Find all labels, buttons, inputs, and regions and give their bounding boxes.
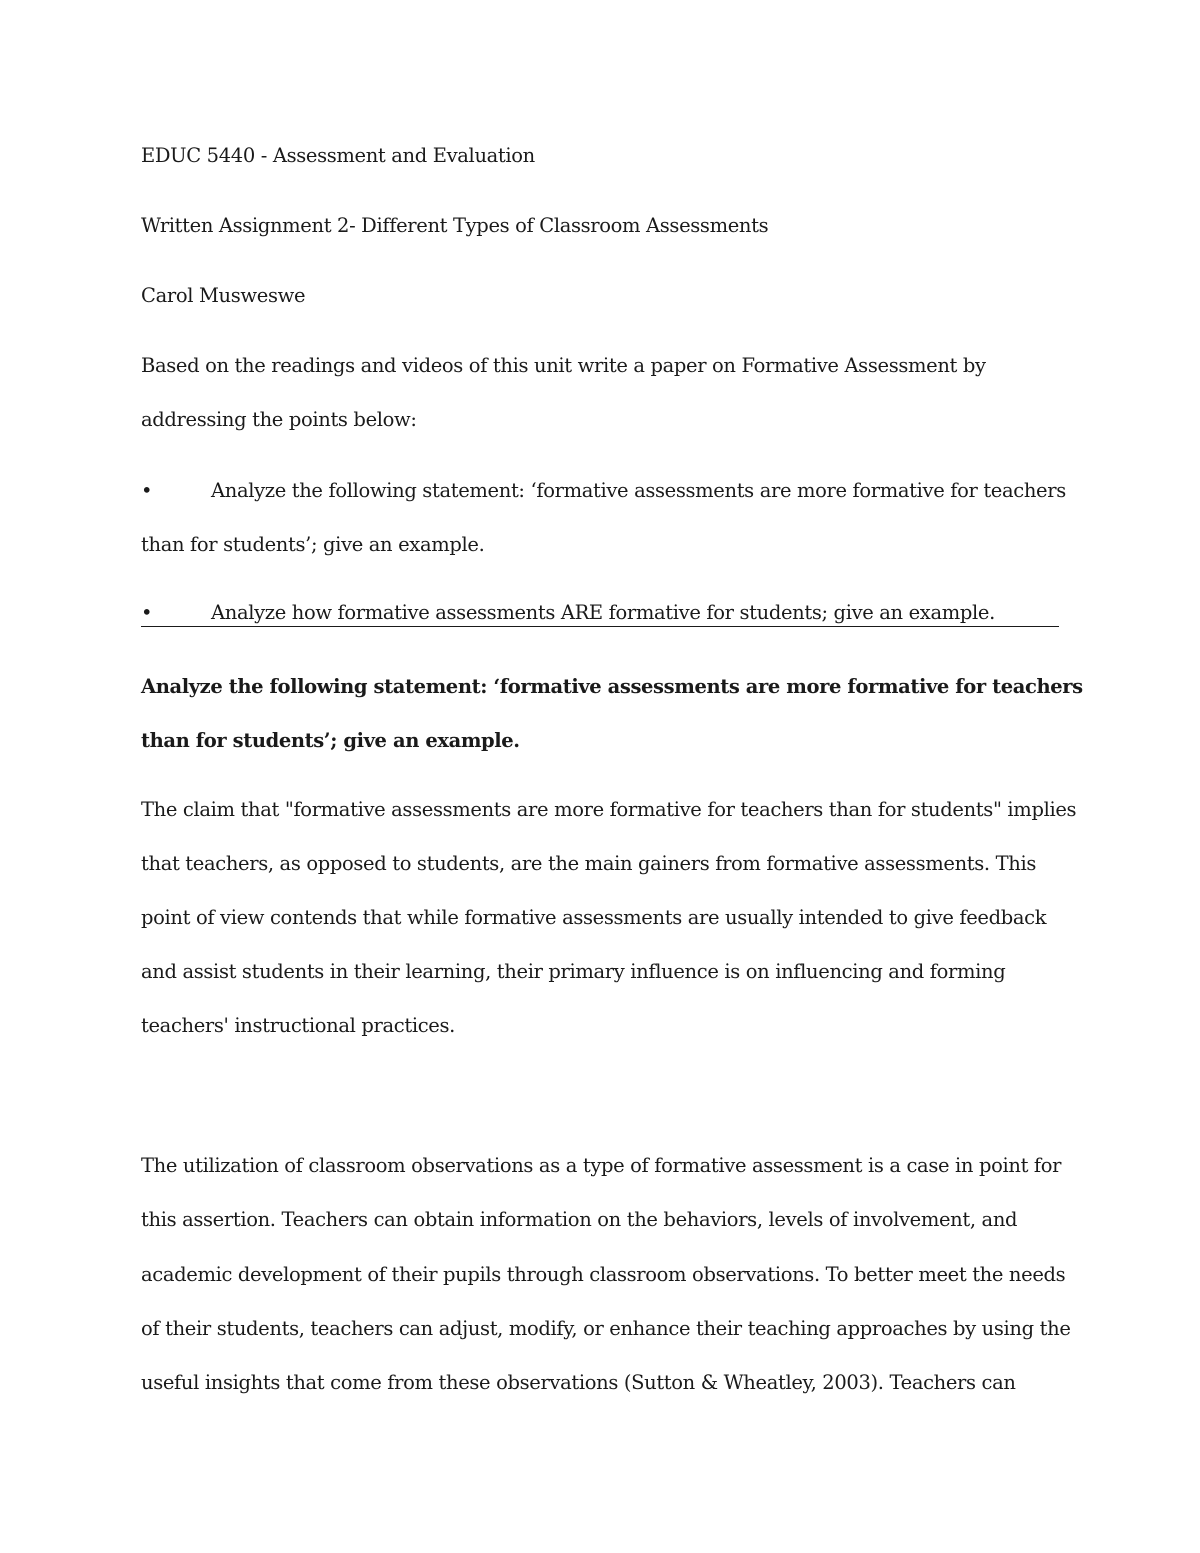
- paragraph-line: academic development of their pupils through classroom observations. To better meet the needs: [141, 1263, 1066, 1286]
- paragraph-line: The utilization of classroom observations as a type of formative assessment is a case in point for: [141, 1154, 1062, 1177]
- bullet-text: Analyze how formative assessments ARE formative for students; give an example.: [211, 601, 995, 624]
- prompt-line: Based on the readings and videos of this unit write a paper on Formative Assessment by: [141, 354, 986, 377]
- paragraph-line: useful insights that come from these observations (Sutton & Wheatley, 2003). Teachers can: [141, 1371, 1016, 1394]
- section-heading: than for students’; give an example.: [141, 729, 520, 752]
- assignment-title: Written Assignment 2- Different Types of Classroom Assessments: [141, 214, 769, 237]
- author-name: Carol Musweswe: [141, 284, 306, 307]
- bullet-text: Analyze the following statement: ‘formative assessments are more formative for teachers: [211, 479, 1066, 502]
- paragraph-line: The claim that "formative assessments are more formative for teachers than for students" implies: [141, 798, 1077, 821]
- section-heading: Analyze the following statement: ‘formative assessments are more formative for teachers: [141, 675, 1083, 698]
- prompt-bullet-item: [141, 601, 1059, 627]
- bullet-marker: •: [141, 601, 153, 624]
- paragraph-line: this assertion. Teachers can obtain information on the behaviors, levels of involvement, and: [141, 1208, 1018, 1231]
- bullet-marker: •: [141, 479, 153, 502]
- paragraph-line: teachers' instructional practices.: [141, 1014, 455, 1037]
- paragraph-line: that teachers, as opposed to students, are the main gainers from formative assessments. This: [141, 852, 1037, 875]
- bullet-text-continued: than for students’; give an example.: [141, 533, 485, 556]
- paragraph-line: of their students, teachers can adjust, modify, or enhance their teaching approaches by using the: [141, 1317, 1071, 1340]
- prompt-line: addressing the points below:: [141, 408, 417, 431]
- course-title: EDUC 5440 - Assessment and Evaluation: [141, 144, 535, 167]
- paragraph-line: and assist students in their learning, their primary influence is on influencing and forming: [141, 960, 1006, 983]
- prompt-bullet-item: [141, 479, 1066, 503]
- paragraph-line: point of view contends that while formative assessments are usually intended to give feedback: [141, 906, 1047, 929]
